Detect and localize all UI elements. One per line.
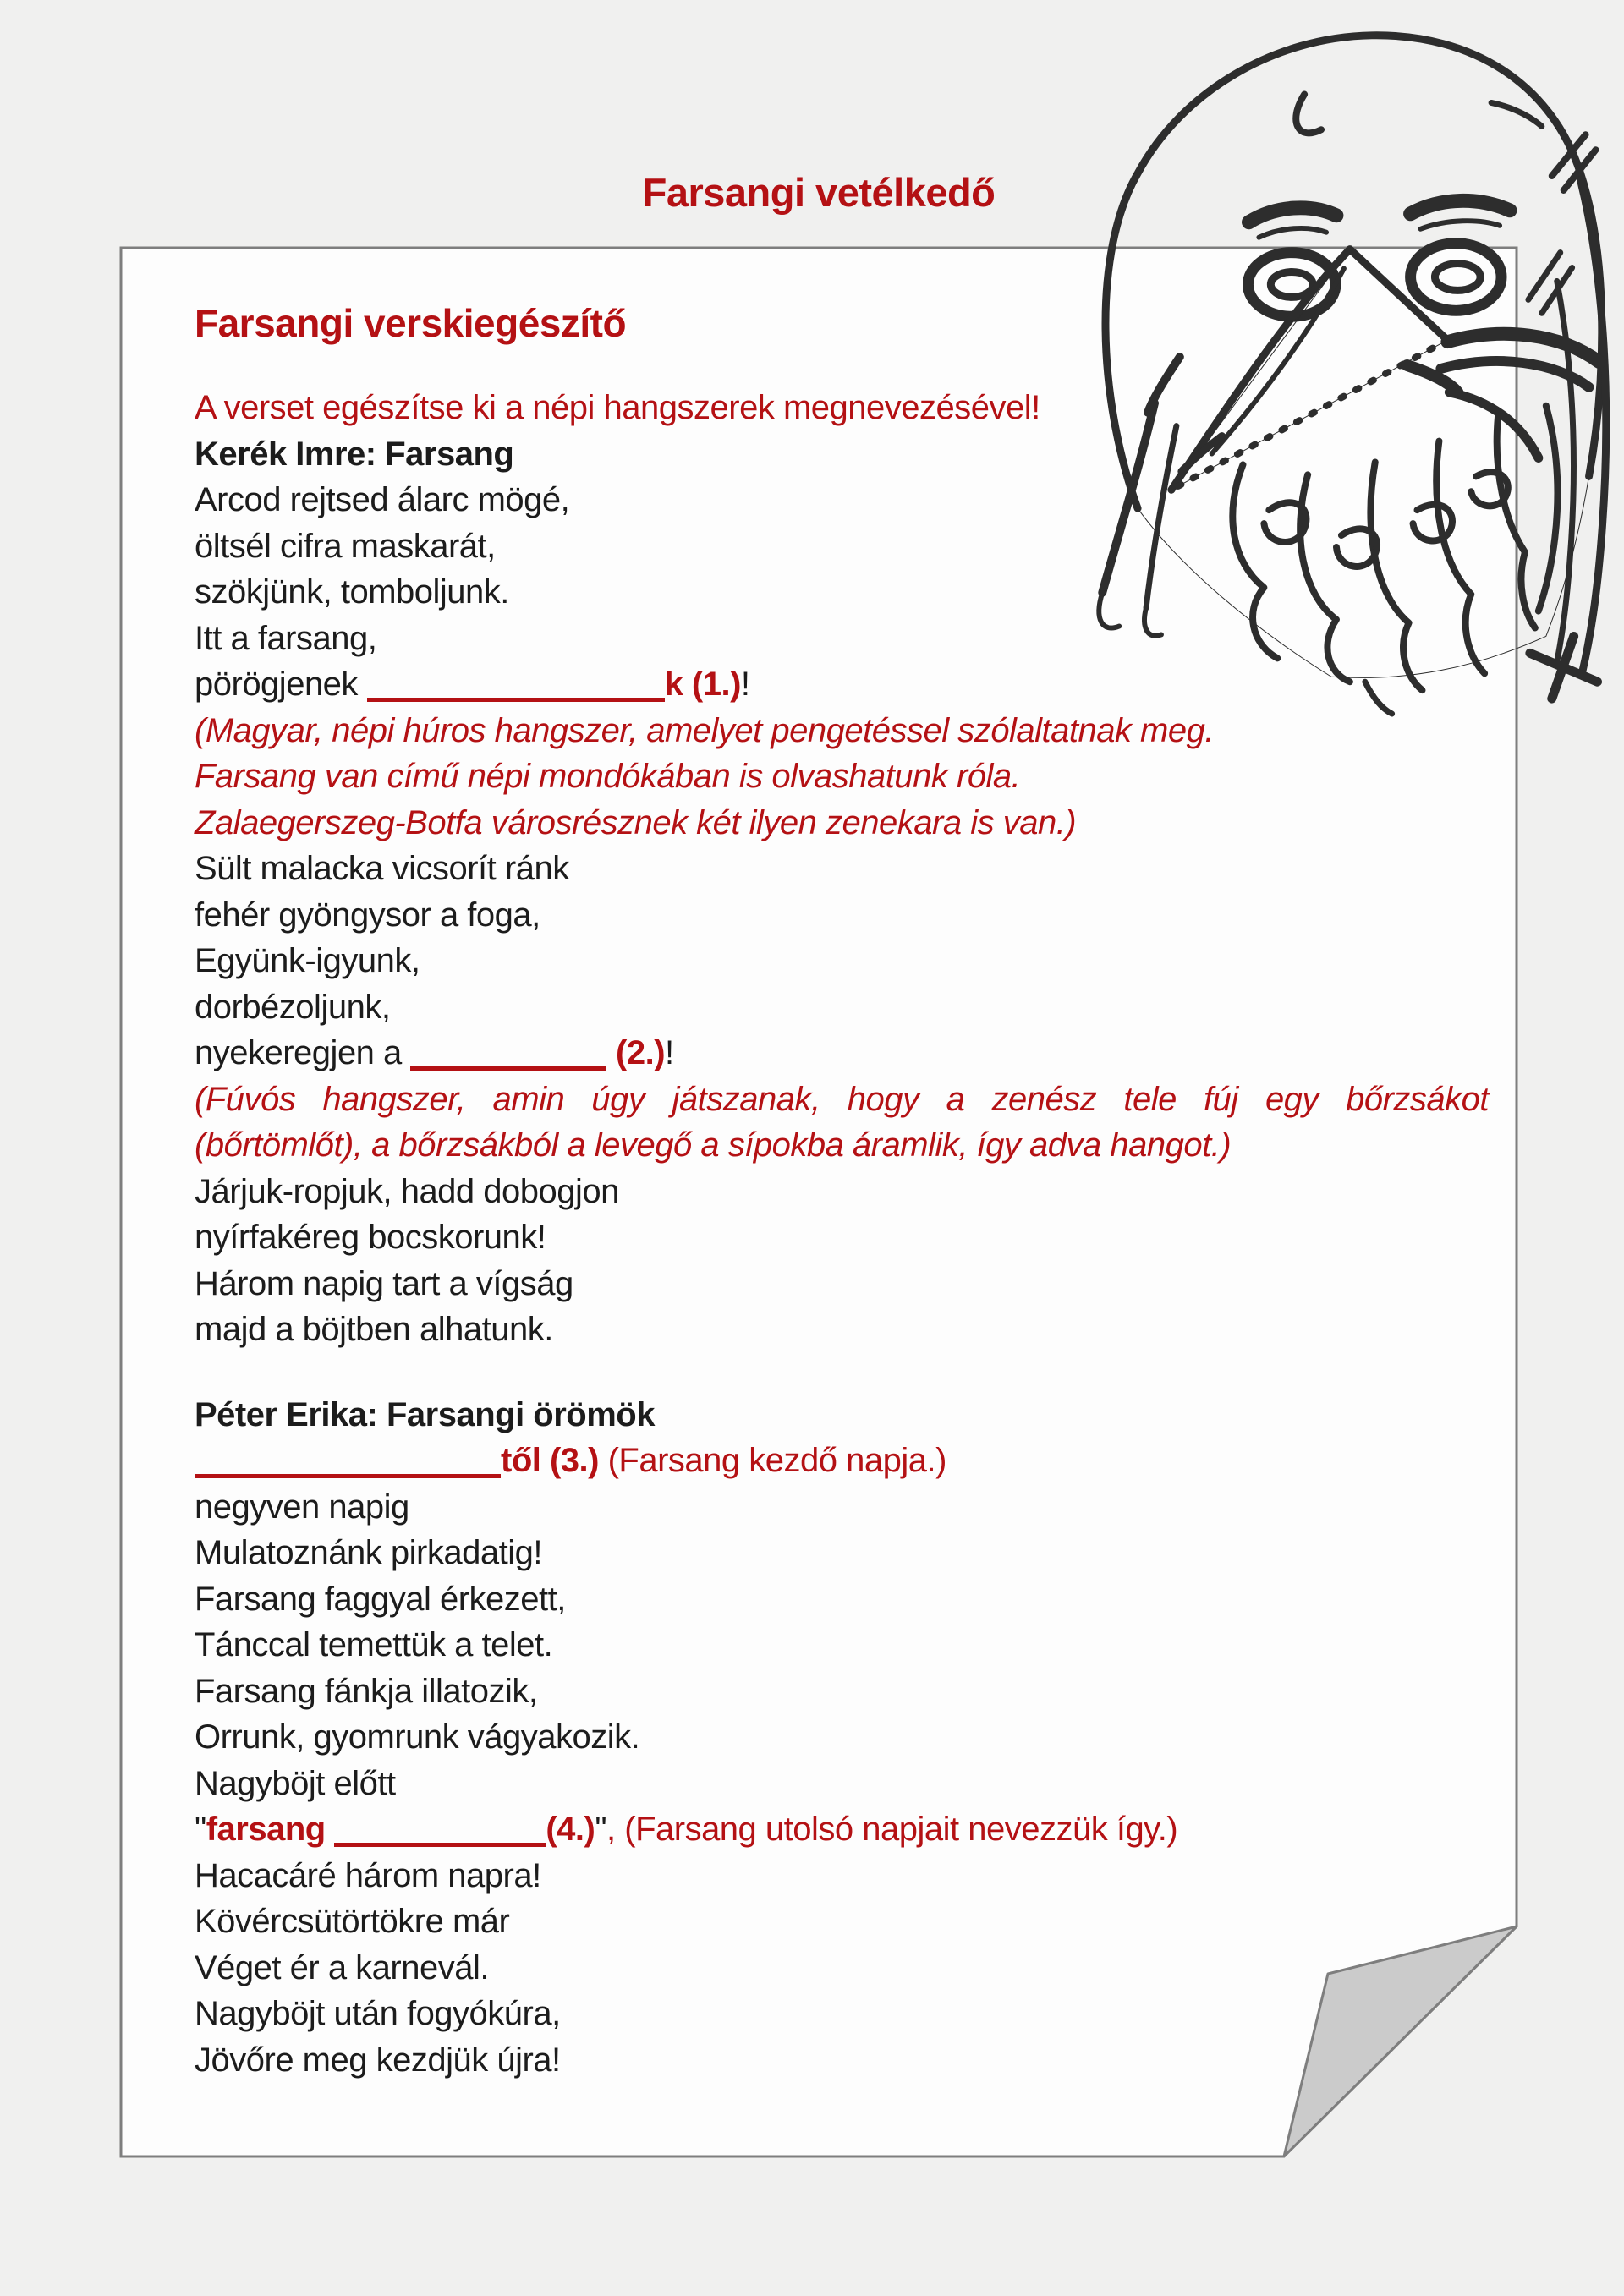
answer-blank [334,1838,546,1847]
text-segment: Kövércsütörtökre már [195,1903,510,1940]
text-segment: Jövőre meg kezdjük újra! [195,2041,561,2079]
poem-line [195,1806,1489,1853]
mask-beard-outline [1539,406,1558,611]
text-segment: Sült malacka vicsorít ránk [195,850,569,887]
poem-line [195,1030,1489,1077]
text-segment: pörögjenek [195,666,367,703]
poem-line [195,2037,1489,2084]
poem-line [195,938,1489,984]
text-segment: Orrunk, gyomrunk vágyakozik. [195,1718,640,1756]
poem-line [195,1392,1489,1438]
poem-line [195,1307,1489,1353]
text-segment: fehér gyöngysor a foga, [195,896,540,934]
text-segment: nyírfakéreg bocskorunk! [195,1219,546,1256]
carnival-mask-illustration [1052,3,1610,719]
text-segment: ! [665,1034,674,1071]
mask-left-eyebrow [1248,208,1336,222]
text-segment: szökjünk, tomboljunk. [195,573,509,611]
mask-beard-strand [1300,474,1350,682]
poem-line [195,1169,1489,1215]
text-segment: Hacacáré három napra! [195,1856,541,1894]
text-segment: Itt a farsang, [195,619,377,657]
text-segment [606,1034,616,1071]
text-segment: Farsang van című népi mondókában is olvashatunk róla. [195,758,1021,795]
text-segment: dorbézoljunk, [195,988,391,1026]
mask-left-lace [1102,403,1155,593]
poem-line [195,1761,1489,1807]
text-segment: farsang [206,1811,335,1848]
poem-line [195,984,1489,1031]
mask-right-eyebrow [1411,200,1510,213]
poem-line [195,1899,1489,1945]
poem-line [195,1576,1489,1623]
mask-beard-strand [1232,464,1277,658]
text-segment: től (3.) [501,1442,599,1479]
document-title: Farsangi vetélkedő [642,170,996,215]
text-segment: k (1.) [664,666,741,703]
text-segment: (4.) [546,1811,595,1848]
poem-line [195,1122,1489,1169]
poem-line [195,1991,1489,2037]
text-segment: Nagyböjt előtt [195,1764,396,1802]
poem-line [195,1945,1489,1992]
text-segment: (bőrtömlőt), a bőrzsákból a levegő a sípokba áramlik, így adva hangot.) [195,1126,1232,1164]
text-segment: Zalaegerszeg-Botfa városrésznek két ilyen zenekara is van.) [195,803,1077,841]
text-segment: Mulatoznánk pirkadatig! [195,1534,542,1571]
text-segment: Járjuk-ropjuk, hadd dobogjon [195,1172,619,1210]
mask-forehead-dash [1491,102,1542,126]
text-segment: Arcod rejtsed álarc mögé, [195,481,570,518]
poem-line [195,1077,1489,1123]
poem-line [195,846,1489,892]
text-segment: öltsél cifra maskarát, [195,527,496,565]
text-segment: Tánccal temettük a telet. [195,1626,553,1663]
text-segment: majd a böjtben alhatunk. [195,1311,553,1348]
mask-right-eye-hole [1435,264,1480,291]
answer-blank [367,693,665,702]
text-segment: " [195,1811,206,1848]
answer-blank [410,1061,606,1071]
poem-line [195,1714,1489,1761]
poem-line [195,892,1489,939]
instruction-text: A verset egészítse ki a népi hangszerek megnevezésével! [195,389,1040,426]
text-segment: Három napig tart a vígság [195,1264,573,1302]
poem-line [195,1438,1489,1484]
text-segment: , (Farsang utolsó napjait nevezzük így.) [606,1811,1178,1848]
text-segment: (Fúvós hangszer, amin úgy játszanak, hogy a zenész tele fúj egy bőrzsákot [195,1080,1489,1118]
mask-hair-curl [1296,94,1321,133]
mask-right-eye [1411,244,1501,311]
poem-line [195,1261,1489,1307]
text-segment: nyekeregjen a [195,1034,411,1071]
text-segment: Farsang faggyal érkezett, [195,1580,566,1618]
poem-line [195,1622,1489,1669]
text-segment: (Farsang kezdő napja.) [598,1442,946,1479]
poem-line [195,1530,1489,1576]
text-segment: (Magyar, népi húros hangszer, amelyet pengetéssel szólaltatnak meg. [195,711,1214,749]
text-segment: Farsang fánkja illatozik, [195,1672,538,1710]
answer-blank [195,1469,501,1478]
text-segment: Kerék Imre: Farsang [195,435,514,473]
poem-line [195,800,1489,847]
mask-beard-strand [1370,462,1422,690]
text-segment: negyven napig [195,1488,409,1526]
section-heading: Farsangi verskiegészítő [195,301,627,345]
text-segment: Nagyböjt után fogyókúra, [195,1995,561,2032]
poem-line [195,1214,1489,1261]
mask-beard-tip [1365,682,1392,714]
mask-cheek-hatches [1528,253,1572,314]
poem-line [195,753,1489,800]
mask-left-eyebrow-line [1259,228,1326,238]
text-segment: Péter Erika: Farsangi örömök [195,1395,655,1433]
poem-line [195,1484,1489,1531]
mask-beard-curl [1413,505,1452,541]
text-segment: Véget ér a karnevál. [195,1948,489,1986]
poem-line [195,1853,1489,1899]
mask-right-eyebrow-line [1421,221,1501,229]
text-segment: " [595,1811,607,1848]
text-segment: Együnk-igyunk, [195,942,420,979]
mask-lace-ends [1099,593,1161,636]
poem-line [195,1669,1489,1715]
mask-left-string [1146,426,1177,608]
text-segment: (2.) [616,1034,666,1071]
text-segment: ! [740,666,750,703]
